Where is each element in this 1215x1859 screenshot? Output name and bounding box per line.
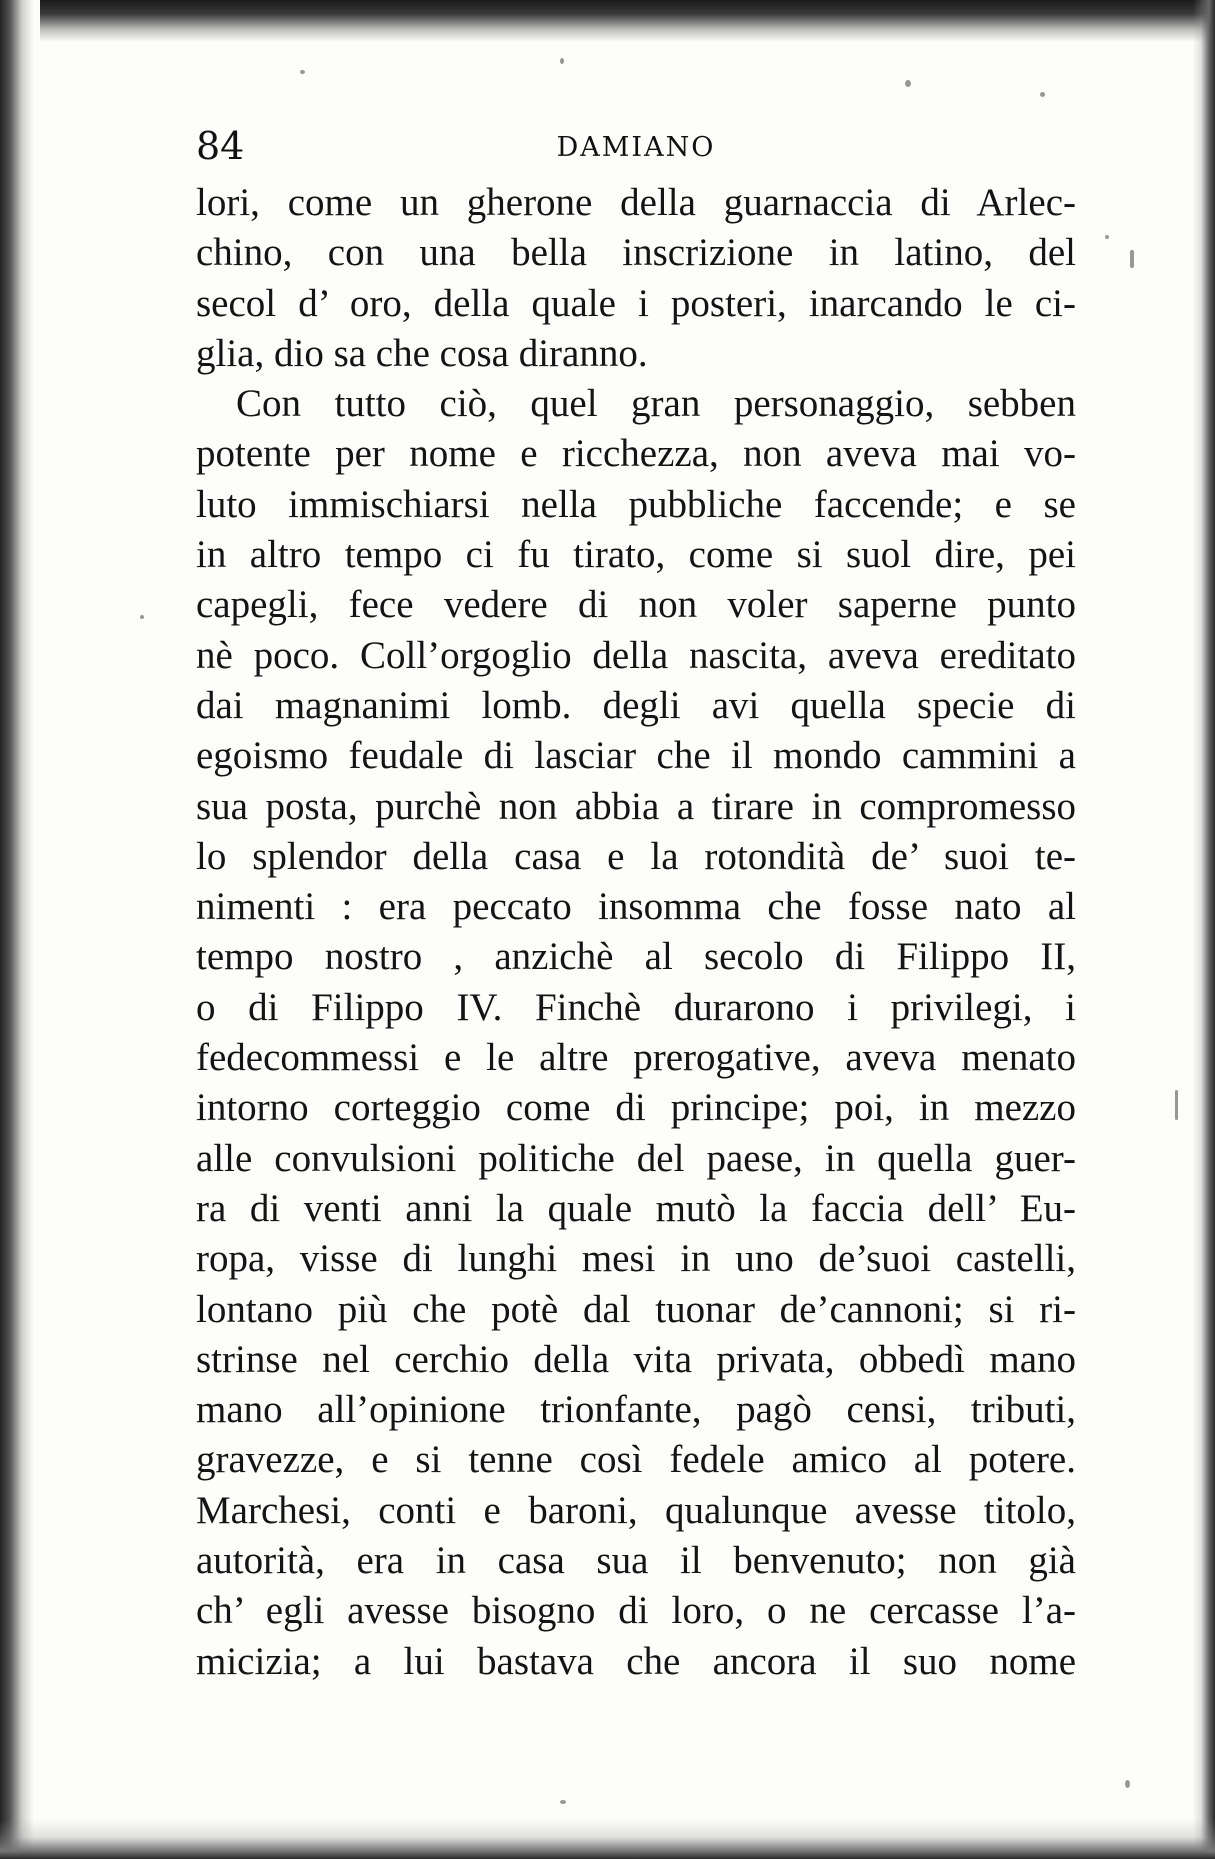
text-line: chino, con una bella inscrizione in latino, del [196, 231, 1076, 275]
text-line: ch’ egli avesse bisogno di loro, o ne cercasse l’a- [196, 1589, 1076, 1633]
text-line: Con tutto ciò, quel gran personaggio, sebben [236, 382, 1076, 426]
text-line: sua posta, purchè non abbia a tirare in compromesso [196, 784, 1076, 828]
text-line: o di Filippo IV. Finchè durarono i privilegi, i [196, 985, 1076, 1029]
text-line: nè poco. Coll’orgoglio della nascita, aveva ereditato [196, 633, 1076, 677]
text-line: micizia; a lui bastava che ancora il suo nome [196, 1639, 1076, 1683]
text-line: luto immischiarsi nella pubbliche faccende; e se [196, 482, 1076, 526]
text-line: strinse nel cerchio della vita privata, obbedì mano [196, 1337, 1076, 1381]
page-header [196, 122, 1076, 170]
text-line: lori, come un gherone della guarnaccia di Arlec- [196, 181, 1076, 224]
text-line: intorno corteggio come di principe; poi, in mezzo [196, 1086, 1076, 1130]
scan-speckle [1040, 92, 1045, 97]
text-line: ropa, visse di lunghi mesi in uno de’suoi castelli, [196, 1237, 1076, 1281]
text-line: dai magnanimi lomb. degli avi quella specie di [196, 683, 1076, 727]
text-line: in altro tempo ci fu tirato, come si suol dire, pei [196, 533, 1076, 577]
scan-speckle [1105, 235, 1109, 239]
scan-speckle [905, 80, 911, 87]
text-line: lo splendor della casa e la rotondità de’ suoi te- [196, 834, 1076, 878]
scan-edge-top [40, 0, 1215, 42]
text-line: alle convulsioni politiche del paese, in quella guer- [196, 1136, 1076, 1180]
text-line: fedecommessi e le altre prerogative, aveva menato [196, 1036, 1076, 1080]
text-line: potente per nome e ricchezza, non aveva mai vo- [196, 432, 1076, 476]
page-number: 84 [196, 124, 245, 168]
running-head: DAMIANO [556, 132, 716, 163]
scan-speckle [1175, 1090, 1178, 1120]
body-text [196, 178, 1076, 1687]
scan-speckle [560, 1800, 566, 1804]
scan-speckle [300, 70, 305, 74]
scan-speckle [1130, 250, 1134, 268]
scan-speckle [560, 58, 564, 64]
text-line: mano all’opinione trionfante, pagò censi, tributi, [196, 1388, 1076, 1432]
scan-edge-right [1193, 0, 1215, 1859]
text-line: autorità, era in casa sua il benvenuto; non già [196, 1539, 1076, 1583]
text-line: Marchesi, conti e baroni, qualunque avesse titolo, [196, 1488, 1076, 1532]
text-line: tempo nostro , anzichè al secolo di Filippo II, [196, 935, 1076, 979]
text-line: capegli, fece vedere di non voler saperne punto [196, 583, 1076, 627]
text-line: lontano più che potè dal tuonar de’cannoni; si ri- [196, 1287, 1076, 1331]
text-line: ra di venti anni la quale mutò la faccia dell’ Eu- [196, 1186, 1076, 1230]
text-line: secol d’ oro, della quale i posteri, inarcando le ci- [196, 281, 1076, 325]
scan-edge-left [0, 0, 34, 1859]
text-line: nimenti : era peccato insomma che fosse nato al [196, 885, 1076, 929]
scan-speckle [1125, 1780, 1130, 1788]
text-line: egoismo feudale di lasciar che il mondo cammini a [196, 734, 1076, 778]
scan-edge-bottom [0, 1819, 1215, 1859]
scan-speckle [140, 615, 144, 619]
text-line: glia, dio sa che cosa diranno. [196, 331, 648, 375]
text-line: gravezze, e si tenne così fedele amico al potere. [196, 1438, 1076, 1482]
